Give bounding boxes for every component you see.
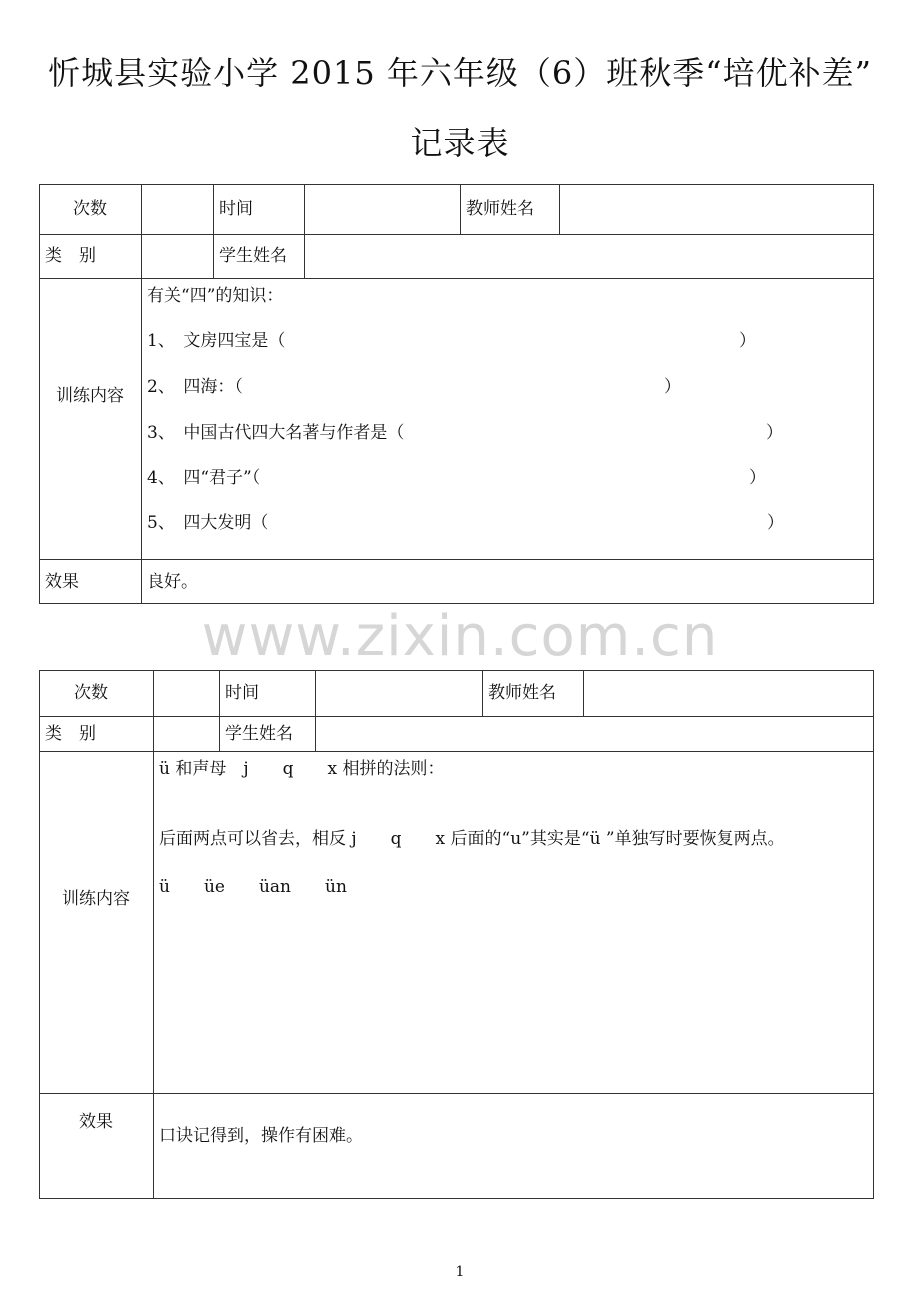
content-item: 3、 中国古代四大名著与作者是（ bbox=[147, 423, 405, 443]
table-2-row-divider bbox=[39, 716, 873, 717]
table-1-col-divider bbox=[460, 184, 461, 234]
table-2-border bbox=[39, 670, 874, 1199]
student-name-label: 学生姓名 bbox=[225, 724, 293, 744]
content-item-close: ） bbox=[767, 513, 784, 533]
content-item: 4、 四“君子”（ bbox=[147, 468, 261, 488]
training-content-label: 训练内容 bbox=[62, 889, 130, 909]
count-label: 次数 bbox=[74, 683, 108, 703]
watermark: www.zixin.com.cn bbox=[201, 604, 719, 669]
training-content-label: 训练内容 bbox=[56, 386, 124, 406]
table-2-col-divider bbox=[153, 670, 154, 1198]
category-label: 类 别 bbox=[45, 246, 96, 266]
table-1-col-divider bbox=[141, 184, 142, 603]
effect-label: 效果 bbox=[45, 572, 79, 592]
content-rule: 后面两点可以省去，相反 j q x 后面的“u”其实是“ü ”单独写时要恢复两点。 bbox=[159, 829, 785, 849]
student-name-label: 学生姓名 bbox=[219, 246, 287, 266]
table-1-row-divider bbox=[39, 278, 873, 279]
document-title-line-1: 忻城县实验小学 2015 年六年级（6）班秋季“培优补差” bbox=[48, 54, 872, 92]
category-label: 类 别 bbox=[45, 724, 96, 744]
table-1-col-divider bbox=[213, 184, 214, 278]
content-item: 1、 文房四宝是（ bbox=[147, 331, 286, 351]
table-1-col-divider bbox=[559, 184, 560, 234]
table-1-row-divider bbox=[39, 559, 873, 560]
table-1-row-divider bbox=[39, 234, 873, 235]
teacher-name-label: 教师姓名 bbox=[466, 199, 534, 219]
table-2-col-divider bbox=[583, 670, 584, 716]
table-2-row-divider bbox=[39, 1093, 873, 1094]
content-item: 2、 四海：（ bbox=[147, 377, 243, 397]
effect-label: 效果 bbox=[79, 1112, 113, 1132]
table-1-col-divider bbox=[304, 184, 305, 278]
count-label: 次数 bbox=[73, 199, 107, 219]
content-item: 5、 四大发明（ bbox=[147, 513, 269, 533]
content-item-close: ） bbox=[766, 423, 783, 443]
time-label: 时间 bbox=[225, 683, 259, 703]
content-heading: ü 和声母 j q x 相拼的法则： bbox=[159, 759, 445, 779]
effect-text: 口诀记得到，操作有困难。 bbox=[159, 1126, 363, 1146]
table-2-col-divider bbox=[482, 670, 483, 716]
teacher-name-label: 教师姓名 bbox=[488, 683, 556, 703]
table-2-col-divider bbox=[315, 670, 316, 751]
table-2-col-divider bbox=[219, 670, 220, 751]
content-item-close: ） bbox=[664, 377, 681, 397]
time-label: 时间 bbox=[219, 199, 253, 219]
content-item-close: ） bbox=[739, 331, 756, 351]
content-examples: ü üe üan ün bbox=[159, 877, 347, 897]
document-title-line-2: 记录表 bbox=[410, 124, 510, 162]
page-number: 1 bbox=[455, 1264, 465, 1280]
content-heading: 有关“四”的知识： bbox=[147, 286, 284, 306]
content-item-close: ） bbox=[749, 468, 766, 488]
table-2-row-divider bbox=[39, 751, 873, 752]
effect-text: 良好。 bbox=[147, 572, 198, 592]
